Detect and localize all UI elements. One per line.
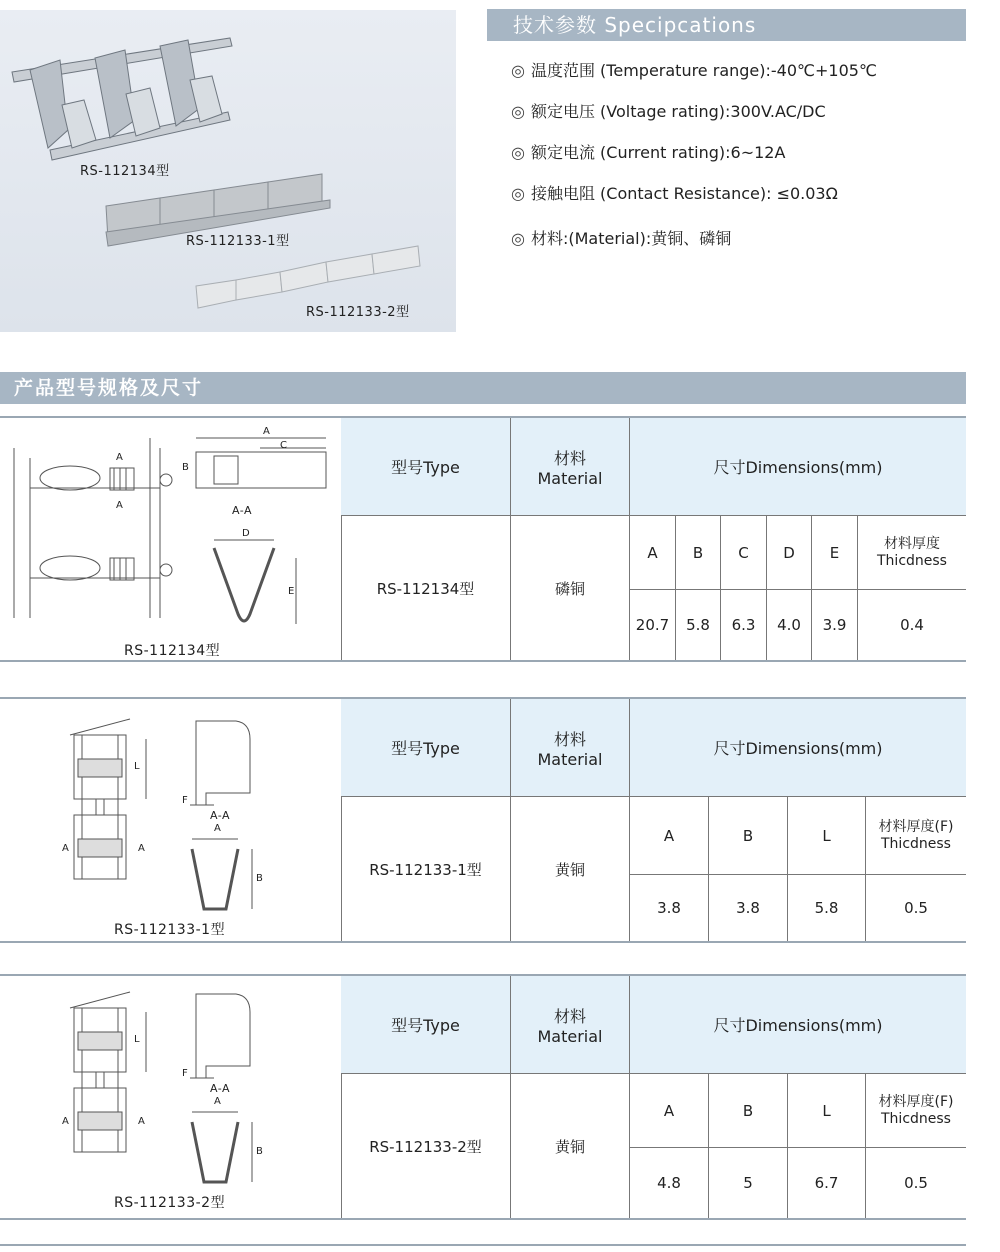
model-cell: RS-112133-2型	[341, 1074, 511, 1218]
dim-label: E	[288, 586, 295, 597]
dim-header-d: D	[767, 516, 812, 590]
material-cell: 黄铜	[511, 1074, 630, 1218]
type-header: 型号Type	[341, 976, 511, 1074]
bullet-icon: ◎	[511, 184, 525, 203]
spec-item-temperature	[511, 60, 971, 101]
dim-header-a: A	[630, 1074, 709, 1148]
product-block-112133-2	[0, 974, 966, 1220]
thickness-header-en: Thicdness	[877, 552, 947, 569]
dim-label: B	[256, 1146, 264, 1157]
drawing-caption: RS-112134型	[124, 643, 221, 659]
product-photo	[0, 10, 456, 332]
dim-label: A	[263, 426, 271, 437]
dim-label: C	[280, 440, 288, 451]
dim-header-a: A	[630, 797, 709, 875]
dim-value-a: 20.7	[630, 590, 676, 660]
thickness-header-cn: 材料厚度(F)	[878, 818, 954, 835]
spec-item-material	[511, 228, 971, 269]
material-cell: 磷铜	[511, 516, 630, 660]
dim-value-l: 5.8	[788, 875, 866, 941]
technical-drawing	[0, 699, 341, 941]
section-title-bar: 产品型号规格及尺寸	[0, 372, 966, 404]
dim-label: B	[182, 462, 190, 473]
spec-item-current	[511, 142, 971, 183]
spec-item-text: 额定电流 (Current rating):6~12A	[530, 143, 786, 162]
dim-value-a: 3.8	[630, 875, 709, 941]
photo-label-112134: RS-112134型	[80, 164, 170, 179]
bullet-icon: ◎	[511, 102, 525, 121]
dimensions-header: 尺寸Dimensions(mm)	[630, 699, 966, 797]
dim-label: F	[182, 1068, 189, 1079]
dim-header-l: L	[788, 797, 866, 875]
thickness-value: 0.5	[904, 899, 928, 917]
dim-label: A	[214, 1096, 222, 1107]
dim-label: L	[134, 761, 141, 772]
dimensions-header: 尺寸Dimensions(mm)	[630, 976, 966, 1074]
type-header: 型号Type	[341, 418, 511, 516]
thickness-value: 0.4	[900, 616, 924, 634]
type-header: 型号Type	[341, 699, 511, 797]
thickness-header	[858, 516, 966, 590]
dim-label: B	[256, 873, 264, 884]
thickness-header-cn: 材料厚度(F)	[878, 1093, 954, 1110]
thickness-value: 0.5	[904, 1174, 928, 1192]
technical-drawing	[0, 418, 341, 660]
material-header-cn: 材料	[553, 1006, 586, 1026]
dim-header-e: E	[812, 516, 858, 590]
drawing-caption: RS-112133-1型	[114, 922, 226, 938]
drawing-112133-1	[0, 699, 342, 941]
material-cell: 黄铜	[511, 797, 630, 941]
material-header	[511, 699, 630, 797]
section-label: A-A	[210, 1082, 231, 1095]
spec-item-voltage	[511, 101, 971, 142]
photo-label-112133-1: RS-112133-1型	[186, 234, 290, 249]
dim-label: A	[214, 823, 222, 834]
product-photo-panel	[0, 10, 456, 332]
model-cell: RS-112134型	[341, 516, 511, 660]
thickness-header-en: Thicdness	[881, 1110, 951, 1127]
dim-header-l: L	[788, 1074, 866, 1148]
material-header-en: Material	[537, 1026, 603, 1046]
section-label: A-A	[210, 809, 231, 822]
section-label: A-A	[232, 504, 253, 517]
drawing-112133-2	[0, 976, 342, 1218]
material-header	[511, 418, 630, 516]
dim-value-c: 6.3	[721, 590, 767, 660]
product-block-112134	[0, 416, 966, 662]
material-header-cn: 材料	[553, 448, 586, 468]
dim-label: L	[134, 1034, 141, 1045]
bullet-icon: ◎	[511, 143, 525, 162]
material-header	[511, 976, 630, 1074]
drawing-caption: RS-112133-2型	[114, 1195, 226, 1211]
spec-list	[511, 60, 971, 269]
spec-item-text: 材料:(Material):黄铜、磷铜	[530, 229, 732, 248]
dimensions-header: 尺寸Dimensions(mm)	[630, 418, 966, 516]
dim-value-b: 3.8	[709, 875, 788, 941]
spec-title-bar: 技术参数 Specipcations	[487, 9, 966, 41]
dim-label: A	[116, 452, 124, 463]
bullet-icon: ◎	[511, 61, 525, 80]
thickness-header	[866, 1074, 966, 1148]
product-block-112133-1	[0, 697, 966, 943]
dim-label: D	[242, 528, 251, 539]
dim-value-a: 4.8	[630, 1148, 709, 1218]
dim-value-e: 3.9	[812, 590, 858, 660]
dim-value-b: 5.8	[676, 590, 721, 660]
spec-item-text: 额定电压 (Voltage rating):300V.AC/DC	[530, 102, 826, 121]
drawing-112134	[0, 418, 342, 660]
model-cell: RS-112133-1型	[341, 797, 511, 941]
material-header-en: Material	[537, 749, 603, 769]
dim-label: A	[138, 843, 146, 854]
dim-header-c: C	[721, 516, 767, 590]
dim-value-l: 6.7	[788, 1148, 866, 1218]
spec-item-resistance	[511, 183, 971, 224]
dim-label: A	[62, 843, 70, 854]
photo-label-112133-2: RS-112133-2型	[306, 305, 410, 320]
dim-label: F	[182, 795, 189, 806]
dim-label: A	[138, 1116, 146, 1127]
dim-header-b: B	[709, 1074, 788, 1148]
thickness-header-cn: 材料厚度	[884, 535, 940, 552]
thickness-header-en: Thicdness	[881, 835, 951, 852]
material-header-cn: 材料	[553, 729, 586, 749]
dim-value-b: 5	[709, 1148, 788, 1218]
spec-item-text: 温度范围 (Temperature range):-40℃+105℃	[530, 61, 877, 80]
dim-header-b: B	[709, 797, 788, 875]
thickness-header	[866, 797, 966, 875]
dim-value-d: 4.0	[767, 590, 812, 660]
dim-label: A	[62, 1116, 70, 1127]
dim-header-b: B	[676, 516, 721, 590]
spec-item-text: 接触电阻 (Contact Resistance): ≤0.03Ω	[530, 184, 838, 203]
dim-header-a: A	[630, 516, 676, 590]
footer-divider	[0, 1244, 966, 1246]
dim-label: A	[116, 500, 124, 511]
bullet-icon: ◎	[511, 229, 525, 248]
technical-drawing	[0, 976, 341, 1218]
material-header-en: Material	[537, 468, 603, 488]
